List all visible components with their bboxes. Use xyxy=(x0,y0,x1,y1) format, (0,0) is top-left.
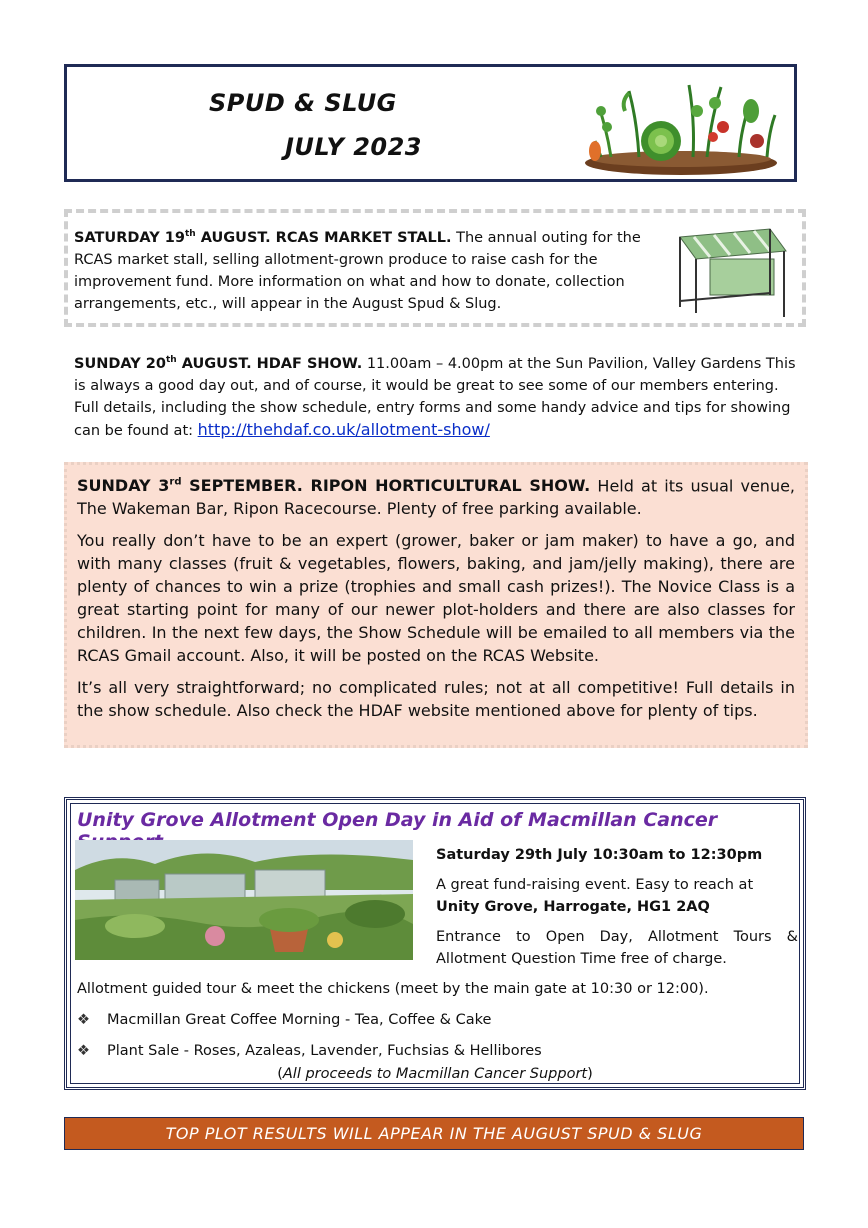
hdaf-show-section xyxy=(74,349,798,442)
diamond-bullet-icon: ❖ xyxy=(77,1043,90,1059)
header-box xyxy=(64,64,797,182)
unity-fund-text: A great fund-raising event. Easy to reach at xyxy=(436,877,754,893)
market-heading-sup: th xyxy=(184,229,196,239)
newsletter-title: SPUD & SLUG xyxy=(209,89,397,117)
ripon-intro-paragraph xyxy=(77,471,795,520)
ripon-heading-rest: SEPTEMBER. RIPON HORTICULTURAL SHOW. xyxy=(181,476,591,496)
market-heading-day: SATURDAY 19 xyxy=(74,229,185,246)
unity-grove-box xyxy=(64,797,806,1090)
unity-date: Saturday 29th July 10:30am to 12:30pm xyxy=(436,847,763,863)
bullet-text: Plant Sale - Roses, Azaleas, Lavender, Fuchsias & Hellibores xyxy=(107,1043,542,1059)
unity-details xyxy=(436,844,798,978)
list-item xyxy=(77,1012,491,1028)
proceeds-open: ( xyxy=(277,1066,283,1082)
market-body: The annual outing for the RCAS market stall, selling allotment-grown produce to raise cash for the improvement fund. More information on what and how to donate, collection arrangements, etc., will appear in the August Spud & Slug. xyxy=(74,229,641,312)
ripon-heading-day: SUNDAY 3 xyxy=(77,476,170,496)
unity-entrance: Entrance to Open Day, Allotment Tours & Allotment Question Time free of charge. xyxy=(436,929,798,967)
allotment-painting xyxy=(75,840,413,960)
ripon-show-section xyxy=(64,462,808,748)
hdaf-body: 11.00am – 4.00pm at the Sun Pavilion, Valley Gardens This is always a good day out, and of course, it would be great to see some of our members entering. Full details, including the show schedule, entry forms and some handy advice and tips for showing can be found at: xyxy=(74,355,796,439)
market-stall-illustration xyxy=(674,223,790,321)
ripon-intro: Held at its usual venue, The Wakeman Bar, Ripon Racecourse. Plenty of free parking available. xyxy=(77,476,796,519)
list-item xyxy=(77,1043,542,1059)
market-stall-section xyxy=(64,209,806,327)
market-heading-rest: AUGUST. RCAS MARKET STALL. xyxy=(195,229,452,246)
hdaf-heading-day: SUNDAY 20 xyxy=(74,355,166,372)
ripon-paragraph-3: It’s all very straightforward; no complicated rules; not at all competitive! Full details in the show schedule. Also check the HDAF website mentioned above for plenty of tips. xyxy=(77,678,795,721)
top-plot-banner: TOP PLOT RESULTS WILL APPEAR IN THE AUGUST SPUD & SLUG xyxy=(64,1117,804,1150)
market-heading xyxy=(74,230,451,246)
unity-address: Unity Grove, Harrogate, HG1 2AQ xyxy=(436,899,710,915)
ripon-heading xyxy=(77,476,590,495)
hdaf-heading xyxy=(74,356,362,372)
vegetable-garden-illustration xyxy=(581,71,781,175)
hdaf-link[interactable]: http://thehdaf.co.uk/allotment-show/ xyxy=(197,419,490,439)
ripon-heading-sup: rd xyxy=(169,477,182,488)
ripon-paragraph-2: You really don’t have to be an expert (grower, baker or jam maker) to have a go, and with many classes (fruit & vegetables, flowers, baking, and jam/jelly making), there are plenty of chances to win a prize (trophies and small cash prizes!). The Novice Class is a great starting point for many of our newer plot-holders and there are also classes for children. In the next few days, the Show Schedule will be emailed to all members via the RCAS Gmail account. Also, it will be posted on the RCAS Website. xyxy=(77,531,795,666)
newsletter-date: JULY 2023 xyxy=(285,133,423,161)
proceeds-close: ) xyxy=(587,1066,593,1082)
diamond-bullet-icon: ❖ xyxy=(77,1012,90,1028)
unity-tour-text: Allotment guided tour & meet the chickens (meet by the main gate at 10:30 or 12:00). xyxy=(77,981,709,997)
hdaf-heading-rest: AUGUST. HDAF SHOW. xyxy=(176,355,363,372)
proceeds-text: All proceeds to Macmillan Cancer Support xyxy=(282,1066,588,1082)
hdaf-heading-sup: th xyxy=(165,355,177,365)
proceeds-note xyxy=(67,1066,803,1082)
unity-fund-paragraph xyxy=(436,874,798,918)
bullet-text: Macmillan Great Coffee Morning - Tea, Coffee & Cake xyxy=(107,1012,492,1028)
unity-title: Unity Grove Allotment Open Day in Aid of Macmillan Cancer xyxy=(77,809,718,831)
